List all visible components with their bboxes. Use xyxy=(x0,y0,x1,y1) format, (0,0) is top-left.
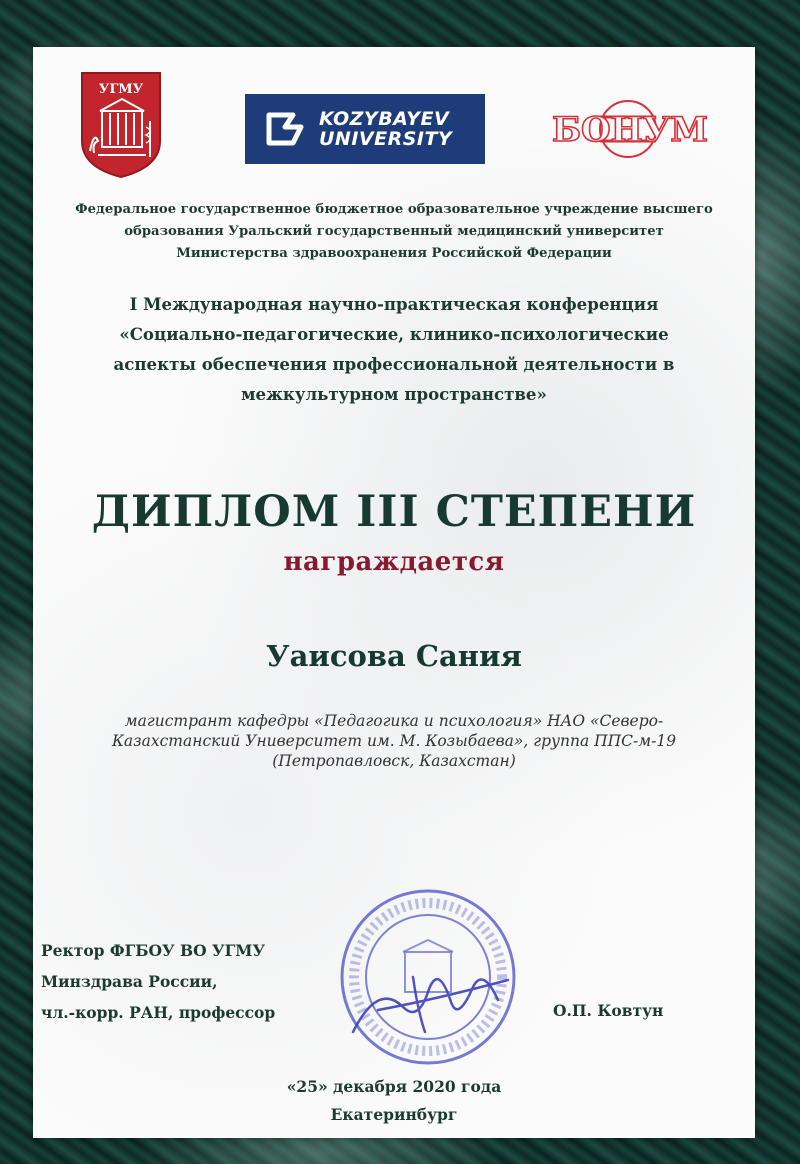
issue-city: Екатеринбург xyxy=(330,1105,458,1124)
date-location xyxy=(33,1073,755,1129)
signer-name: О.П. Ковтун xyxy=(553,1001,664,1020)
kozybayev-mark-icon xyxy=(263,107,307,151)
kozybayev-line2: UNIVERSITY xyxy=(319,128,453,150)
description-line: (Петропавловск, Казахстан) xyxy=(272,752,516,770)
ugmu-logo xyxy=(80,71,162,179)
recipient-description xyxy=(58,711,730,771)
rector-line: Ректор ФГБОУ ВО УГМУ xyxy=(41,941,266,960)
rector-line: чл.-корр. РАН, профессор xyxy=(41,1003,276,1022)
rector-title xyxy=(41,935,275,1028)
conference-line: аспекты обеспечения профессиональной деятельности в xyxy=(113,354,675,374)
conference-line: межкультурном пространстве» xyxy=(241,384,547,404)
description-line: магистрант кафедры «Педагогика и психология» НАО «Северо- xyxy=(124,712,664,730)
diploma-title: ДИПЛОМ III СТЕПЕНИ xyxy=(91,487,697,537)
conference-title xyxy=(33,289,755,409)
recipient-name: Уаисова Сания xyxy=(266,639,522,673)
awarded-label: награждается xyxy=(283,547,505,577)
organization-line: Федеральное государственное бюджетное образовательное учреждение высшего xyxy=(75,202,713,217)
conference-line: «Социально-педагогические, клинико-психологические xyxy=(119,324,669,344)
ugmu-logo-text: УГМУ xyxy=(98,82,144,97)
kozybayev-university-logo xyxy=(245,94,485,164)
kozybayev-line1: KOZYBAYEV xyxy=(319,108,450,130)
organization-line: Министерства здравоохранения Российской Федерации xyxy=(176,246,612,261)
organization-line: образования Уральский государственный медицинский университет xyxy=(124,224,664,239)
conference-line: I Международная научно-практическая конференция xyxy=(129,294,659,314)
description-line: Казахстанский Университет им. М. Козыбаева», группа ППС-м-19 xyxy=(111,732,677,750)
issue-date: «25» декабря 2020 года xyxy=(286,1077,502,1096)
bonum-logo xyxy=(528,99,733,159)
organization-name xyxy=(33,199,755,265)
official-seal-stamp xyxy=(333,882,523,1072)
diploma-sheet xyxy=(33,47,755,1138)
rector-line: Минздрава России, xyxy=(41,972,218,991)
kozybayev-wordmark xyxy=(319,109,452,149)
bonum-logo-text: БОНУМ xyxy=(551,110,709,150)
